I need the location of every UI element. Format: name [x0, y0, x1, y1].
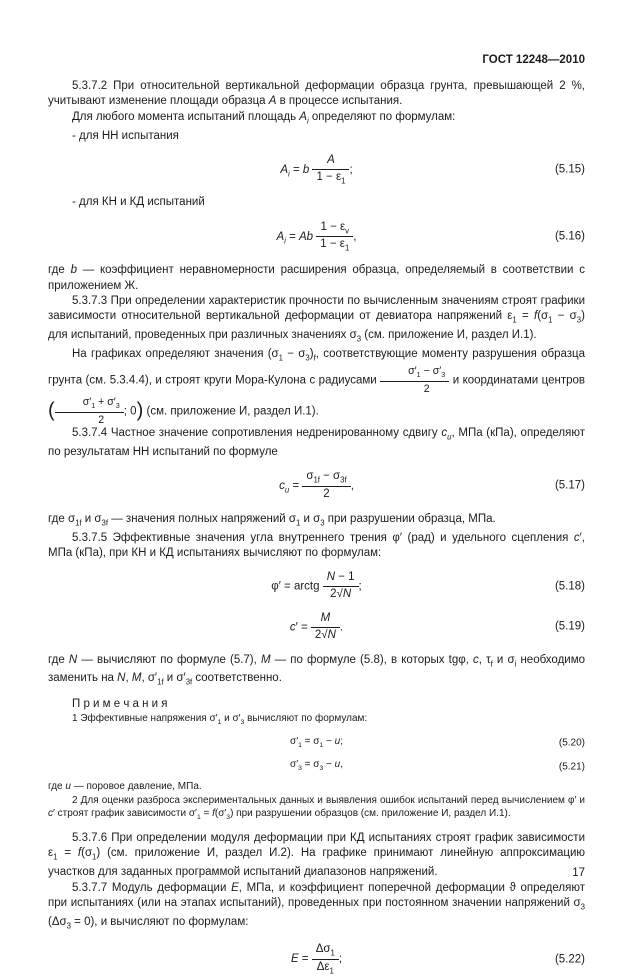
- formula-row: [48, 154, 585, 185]
- formula-number: (5.18): [554, 580, 585, 592]
- formula-row: [48, 470, 585, 501]
- formula-row: [48, 612, 585, 643]
- document-header-standard-number: ГОСТ 12248—2010: [482, 54, 585, 66]
- note-paragraph: 1 Эффективные напряжения $\sigma'_1$ и $\sigma'_3$ вычисляют по формулам:: [72, 713, 368, 727]
- formula-number: (5.22): [554, 952, 585, 965]
- paragraph: - для НН испытания: [72, 129, 179, 142]
- note-paragraph: П р и м е ч а н и я: [72, 698, 168, 710]
- formula-row: [48, 734, 585, 753]
- paragraph: 5.3.7.5 Эффективные значения угла внутреннего трения φ′ (рад) и удельного сцепления c′, МПа (кПа), при КН и КД испытаниях вычисляют по формулам:: [48, 531, 585, 559]
- formula-number: (5.15): [554, 162, 585, 175]
- formula-number: (5.16): [554, 230, 585, 243]
- paragraph: где b — коэффициент неравномерности расширения образца, определяемый в соответствии с приложением Ж.: [48, 264, 585, 292]
- formula: $A_i = Ab$ $\frac{1 - \varepsilon_v}{1 - \varepsilon_1}$ ,: [276, 220, 357, 253]
- paragraph: - для КН и КД испытаний: [72, 196, 205, 209]
- formula-number: (5.17): [554, 479, 585, 492]
- formula: φ′ = arctg $\frac{N - 1}{2√N}$ ;: [271, 571, 362, 601]
- formula: $A_i = b$ $\frac{A}{1 - \varepsilon_1}$ ;: [280, 153, 353, 186]
- formula: $c_u$ = $\frac{\sigma_{1f} - \sigma_{3f}}{2}$ ,: [279, 470, 354, 501]
- formula-row: [48, 943, 585, 975]
- paragraph: 5.3.7.2 При относительной вертикальной деформации образца грунта, превышающей 2 %, учитывают изменение площади образца A в процессе испытания.: [48, 80, 585, 108]
- formula-row: [48, 571, 585, 602]
- paragraph: где $\sigma_{1f}$ и $\sigma_{3f}$ — значения полных напряжений $\sigma_1$ и $\sigma_3$ при разрушении образца, МПа.: [48, 512, 496, 528]
- note-paragraph: 2 Для оценки разброса экспериментальных данных и выявления ошибок испытаний перед вычислением φ′ и c′ строят график зависимости $\sigma'_1 = f(\sigma'_3)$ при разрушении образцов (см. приложение И, раздел И.1).: [48, 794, 585, 821]
- note-paragraph: где u — поровое давление, МПа.: [48, 781, 202, 793]
- content: [48, 79, 585, 976]
- formula: $\sigma'_1 = \sigma_1 - u$;: [290, 735, 343, 749]
- formula: $\sigma'_3 = \sigma_3 - u$,: [290, 759, 343, 773]
- paragraph: где N — вычисляют по формуле (5.7), M — по формуле (5.8), в которых tgφ, c, $\tau_f$ и $\sigma_i$ необходимо заменить на N, M, $\sigma'_{1f}$ и $\sigma'_{3f}$ соответственно.: [48, 653, 585, 687]
- formula-number: (5.20): [558, 737, 585, 749]
- paragraph: 5.3.7.6 При определении модуля деформации при КД испытаниях строят график зависимости $\varepsilon_1 = f(\sigma_1)$ (см. приложение И, раздел И.2). На графике принимают линейную аппроксимацию участков для заданных программой испытаний диапазонов напряжений.: [48, 832, 586, 879]
- formula: c′ = $\frac{M}{2√N}$ .: [289, 612, 344, 641]
- paragraph: 5.3.7.7 Модуль деформации E, МПа, и коэффициент поперечной деформации ϑ определяют при испытаниях (или на этапах испытаний), проведенных при постоянном значении напряжений $\sigma_3$ $(\Delta\sigma_3 = 0)$, и вычисляют по формулам:: [48, 881, 585, 930]
- page-number: 17: [572, 867, 585, 879]
- paragraph: 5.3.7.3 При определении характеристик прочности по вычисленным значениям строят графики зависимости относительной вертикальной деформации от девиатора напряжений $\varepsilon_1 = f(\sigma_1 - \sigma_3)$ для испытаний, проведенных при различных значениях $\sigma_3$ (см. приложение И, раздел И.1).: [48, 294, 585, 344]
- paragraph: На графиках определяют значения $(\sigma_1 - \sigma_3)_f$, соответствующие моменту разрушения образца грунта (см. 5.3.4.4), и строят круги Мора-Кулона с радиусами $\frac{\sigma'_1 - \sigma'_3}{2}$ и координатами центров ( $\frac{\sigma'_1 + \sigma'_3}{2}$ ; 0) (см. приложение И, раздел И.1).: [48, 347, 585, 426]
- formula: E = $\frac{\Delta\sigma_1}{\Delta\varepsilon_1}$ ;: [290, 943, 343, 976]
- formula-row: [48, 221, 585, 253]
- formula-number: (5.19): [554, 620, 585, 633]
- paragraph: Для любого момента испытаний площадь $A_i$ определяют по формулам:: [72, 110, 456, 126]
- formula-row: [48, 757, 585, 776]
- formula-number: (5.21): [558, 761, 585, 773]
- paragraph: 5.3.7.4 Частное значение сопротивления недренированному сдвигу $c_u$, МПа (кПа), определяют по результатам НН испытаний по формуле: [48, 427, 586, 459]
